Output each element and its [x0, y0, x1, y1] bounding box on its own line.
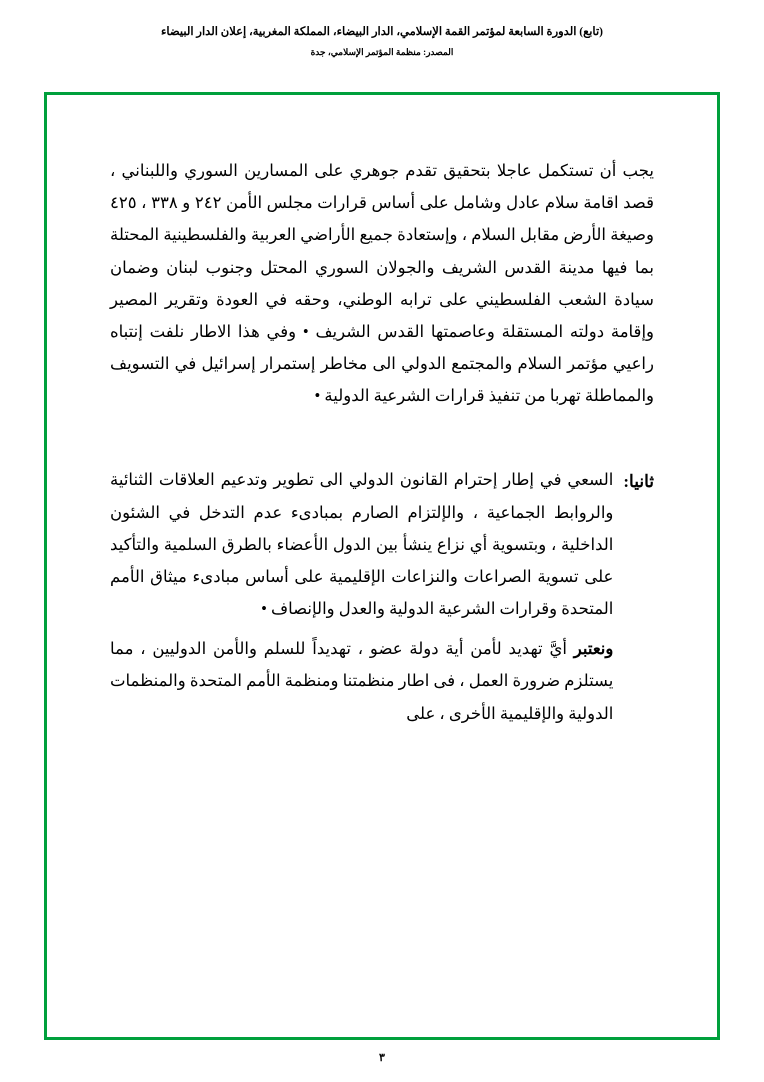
header-source: المصدر: منظمة المؤتمر الإسلامي، جدة [310, 47, 454, 58]
section-second-body [110, 464, 613, 737]
page-header [0, 24, 764, 58]
section-second-paragraph-1: السعي في إطار إحترام القانون الدولي الى تطوير وتدعيم العلاقات الثنائية والروابط الجماعية ، والإلتزام الصارم بمبادىء عدم التدخل في الشئون الداخلية ، وبتسوية أي نزاع ينشأ بين الدول الأعضاء بالطرق السلمية والتأكيد على تسوية الصراعات والنزاعات الإقليمية على أساس مبادىء ميثاق الأمم المتحدة وقرارات الشرعية الدولية والعدل والإنصاف • [110, 470, 614, 619]
section-second [110, 464, 654, 737]
header-title: (تابع) الدورة السابعة لمؤتمر القمة الإسلامي، الدار البيضاء، المملكة المغربية، إعلان الدار البيضاء [161, 26, 603, 38]
page-number: ٣ [379, 1052, 385, 1064]
paragraph-continuation: يجب أن تستكمل عاجلا بتحقيق تقدم جوهري على المسارين السوري واللبناني ، قصد اقامة سلام عادل وشامل على أساس قرارات مجلس الأمن ٢٤٢ و ٣٣٨ ، ٤٢٥ وصيغة الأرض مقابل السلام ، وإستعادة جميع الأراضي العربية والفلسطينية المحتلة بما فيها مدينة القدس الشريف والجولان السوري المحتل وجنوب لبنان وضمان سيادة الشعب الفلسطيني على ترابه الوطني، وحقه في العودة وتقرير المصير وإقامة دولته المستقلة وعاصمتها القدس الشريف • وفي هذا الاطار نلفت إنتباه راعيي مؤتمر السلام والمجتمع الدولي الى مخاطر إستمرار إسرائيل في التسويف والمماطلة تهربا من تنفيذ قرارات الشرعية الدولية • [110, 161, 655, 406]
paragraph-2-text: أيَّ تهديد لأمن أية دولة عضو ، تهديداً للسلم والأمن الدوليين ، مما يستلزم ضرورة العمل ، فى اطار منظمتنا ومنظمة الأمم المتحدة والمنظمات الدولية والإقليمية الأخرى ، على [110, 639, 614, 723]
paragraph-lead-word: ونعتبر [573, 639, 614, 659]
section-label-second: ثانيا: [623, 472, 654, 492]
document-body [110, 155, 654, 738]
section-second-paragraph-2 [110, 633, 613, 730]
